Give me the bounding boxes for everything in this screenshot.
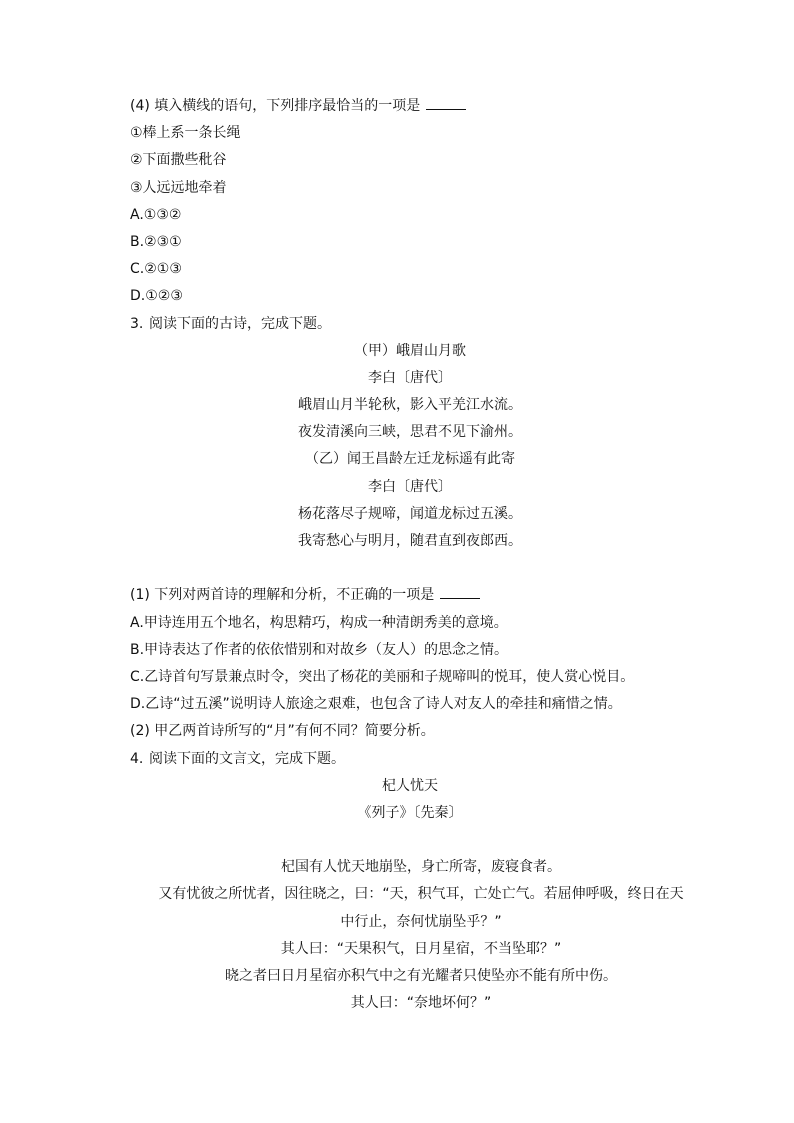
ordering-item: ③人远远地牵着 xyxy=(130,179,227,196)
poem-line: 夜发清溪向三峡，思君不见下渝州。 xyxy=(298,424,522,441)
poem-b-title: （乙）闻王昌龄左迁龙标遥有此寄 xyxy=(305,451,515,468)
poem-a-title: （甲）峨眉山月歌 xyxy=(354,342,466,359)
poem-b-author: 李白〔唐代〕 xyxy=(368,478,452,495)
passage-author: 《列子》〔先秦〕 xyxy=(357,804,463,821)
q3-sub1-stem-text: (1) 下列对两首诗的理解和分析，不正确的一项是 xyxy=(130,587,435,604)
passage-line: 杞国有人忧天地崩坠，身亡所寄，废寝食者。 xyxy=(281,859,561,876)
passage-line: 其人曰：“奈地坏何？” xyxy=(350,995,492,1012)
question-number: 4. xyxy=(130,750,144,767)
passage-line: 中行止，奈何忧崩坠乎？” xyxy=(340,913,502,930)
q4-ordering-stem-text: (4) 填入横线的语句，下列排序最恰当的一项是 xyxy=(130,98,421,114)
option-a: A.甲诗连用五个地名，构思精巧，构成一种清朗秀美的意境。 xyxy=(130,614,508,631)
q4-ordering-stem xyxy=(130,93,690,120)
passage-title: 杞人忧天 xyxy=(382,777,438,794)
option-c: C.②①③ xyxy=(130,261,182,278)
answer-blank xyxy=(426,97,466,110)
poem-line: 我寄愁心与明月，随君直到夜郎西。 xyxy=(298,533,522,549)
poem-line: 杨花落尽子规啼，闻道龙标过五溪。 xyxy=(298,505,522,522)
option-b: B.②③① xyxy=(130,233,182,250)
q3-heading xyxy=(130,311,690,338)
answer-blank xyxy=(440,586,480,599)
option-b: B.甲诗表达了作者的依依惜别和对故乡（友人）的思念之情。 xyxy=(130,641,509,658)
q3-sub1-stem xyxy=(130,582,690,609)
passage-line: 又有忧彼之所忧者，因往晓之，曰：“天，积气耳，亡处亡气。若屈伸呼吸，终日在天 xyxy=(158,886,684,903)
passage-line: 其人曰：“天果积气，日月星宿，不当坠耶？” xyxy=(280,940,562,957)
question-number: 3. xyxy=(130,315,144,332)
q3-sub2-stem: (2) 甲乙两首诗所写的“月”有何不同？简要分析。 xyxy=(130,723,435,740)
passage-line: 晓之者曰日月星宿亦积气中之有光耀者只使坠亦不能有所中伤。 xyxy=(225,968,617,984)
ordering-item: ①棒上系一条长绳 xyxy=(130,125,241,142)
spacer xyxy=(0,827,794,854)
option-a: A.①③② xyxy=(130,206,182,223)
option-d: D.乙诗“过五溪”说明诗人旅途之艰难，也包含了诗人对友人的牵挂和痛惜之情。 xyxy=(130,696,622,713)
spacer xyxy=(0,555,794,582)
q4-heading xyxy=(130,746,690,773)
document-body xyxy=(0,93,794,1017)
question-instruction: 阅读下面的文言文，完成下题。 xyxy=(149,750,345,767)
option-c: C.乙诗首句写景兼点时令，突出了杨花的美丽和子规啼叫的悦耳，使人赏心悦目。 xyxy=(130,668,635,685)
poem-a-author: 李白〔唐代〕 xyxy=(368,369,452,386)
question-instruction: 阅读下面的古诗，完成下题。 xyxy=(149,315,331,332)
ordering-item: ②下面撒些秕谷 xyxy=(130,152,227,169)
poem-line: 峨眉山月半轮秋，影入平羌江水流。 xyxy=(298,397,522,414)
option-d: D.①②③ xyxy=(130,288,183,305)
